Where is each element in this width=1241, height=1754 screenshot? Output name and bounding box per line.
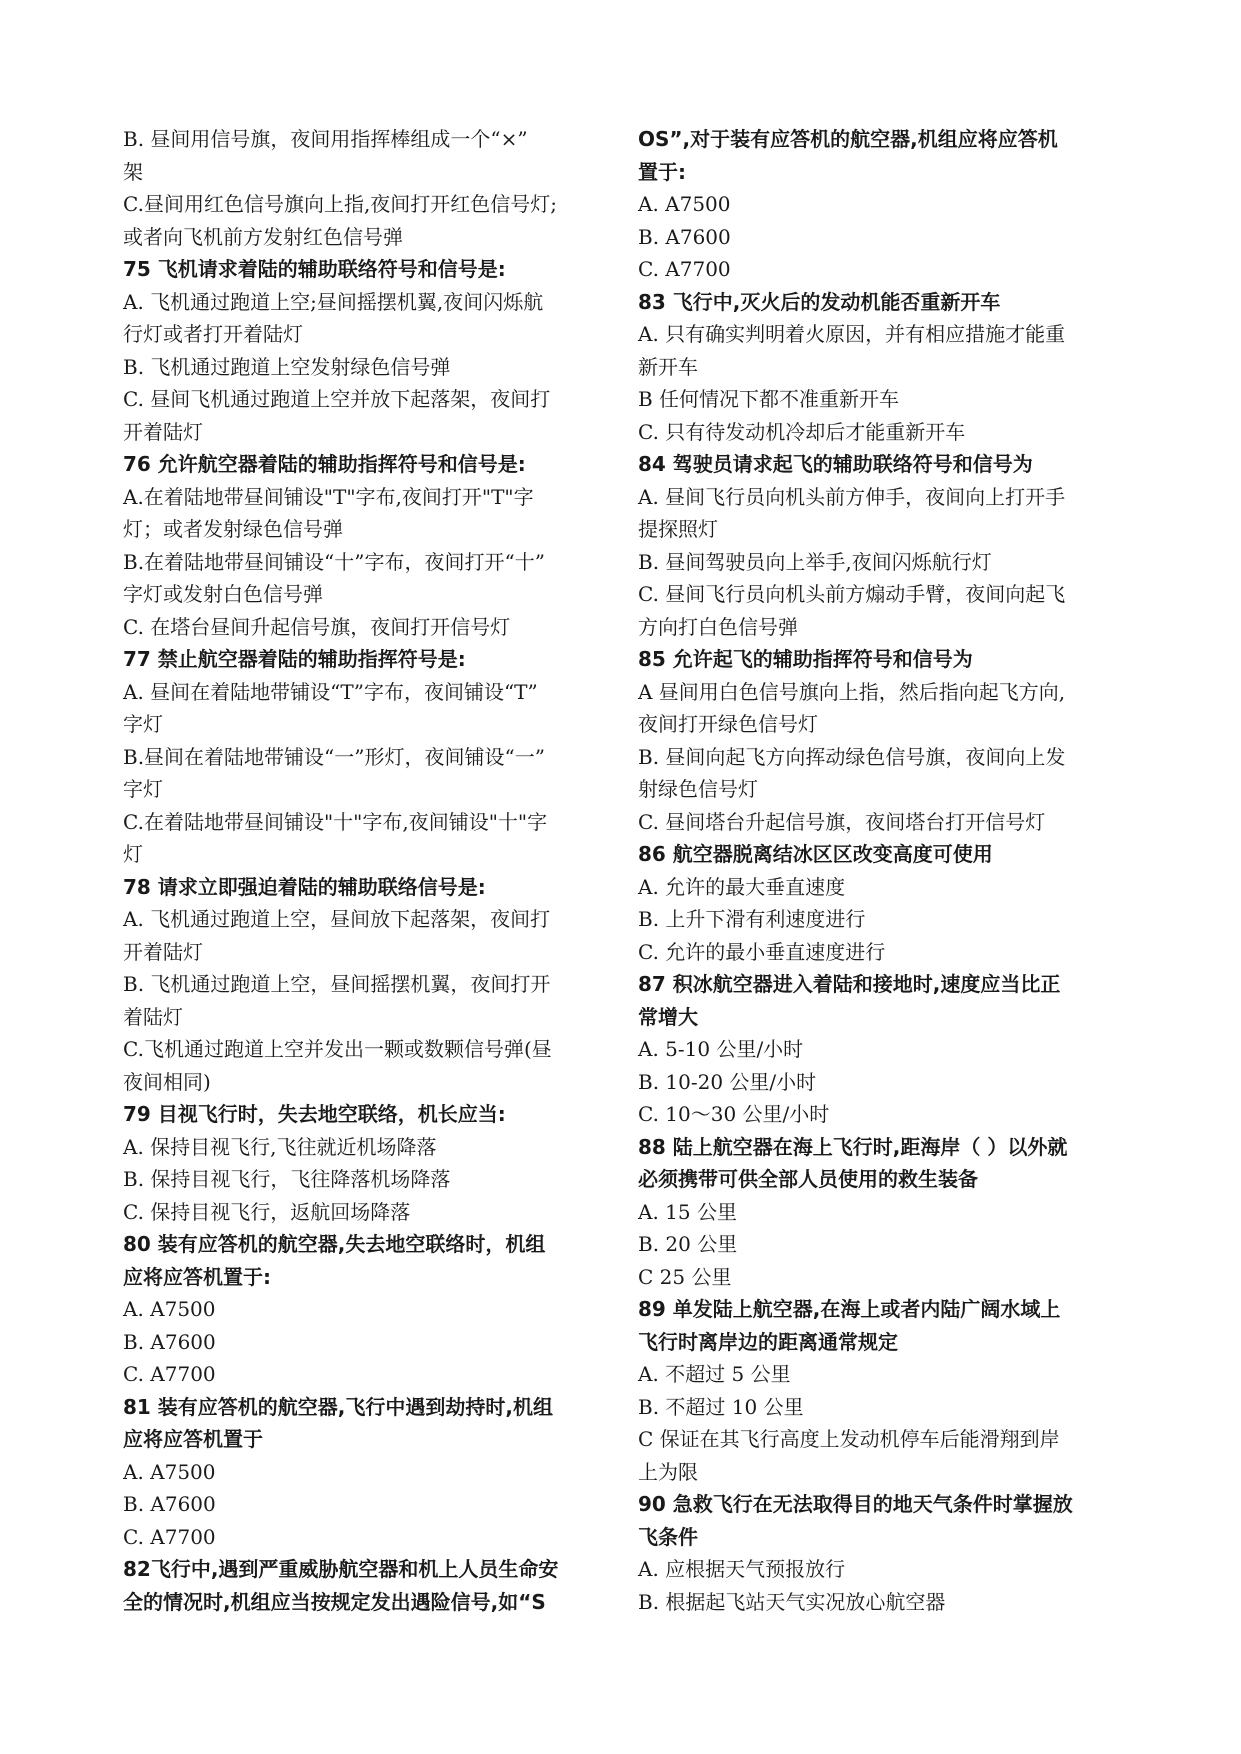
question-line: 全的情况时,机组应当按规定发出遇险信号,如“S	[123, 1589, 546, 1614]
answer-line: 字灯	[123, 712, 163, 736]
answer-line: A. 昼间飞行员向机头前方伸手，夜间向上打开手	[638, 484, 1066, 509]
question-line: 应将应答机置于:	[123, 1264, 271, 1289]
answer-line: 方向打白色信号弹	[638, 614, 798, 639]
answer-line: 字灯或发射白色信号弹	[123, 582, 323, 606]
answer-line: B. 昼间用信号旗，夜间用指挥棒组成一个“×”	[123, 127, 528, 151]
answer-line: C. A7700	[123, 1524, 216, 1549]
question-line: 75 飞机请求着陆的辅助联络符号和信号是:	[123, 257, 506, 281]
question-line: 84 驾驶员请求起飞的辅助联络符号和信号为	[638, 452, 1033, 476]
answer-line: C. 在塔台昼间升起信号旗，夜间打开信号灯	[123, 614, 511, 639]
question-line: 88 陆上航空器在海上飞行时,距海岸（ ）以外就	[638, 1134, 1068, 1159]
question-line: 76 允许航空器着陆的辅助指挥符号和信号是:	[123, 452, 526, 476]
answer-line: A. A7500	[638, 192, 731, 216]
answer-line: B. 保持目视飞行，飞往降落机场降落	[123, 1167, 451, 1191]
answer-line: 着陆灯	[123, 1004, 183, 1029]
question-line: 81 装有应答机的航空器,飞行中遇到劫持时,机组	[123, 1394, 553, 1419]
answer-line: B. A7600	[123, 1329, 216, 1354]
answer-line: B.昼间在着陆地带铺设“一”形灯，夜间铺设“一”	[123, 744, 545, 769]
answer-line: 上为限	[638, 1459, 698, 1484]
answer-line: C 保证在其飞行高度上发动机停车后能滑翔到岸	[638, 1427, 1060, 1451]
answer-line: A. 飞机通过跑道上空，昼间放下起落架，夜间打	[123, 907, 551, 931]
question-line: 飞条件	[638, 1524, 698, 1549]
answer-line: B. 根据起飞站天气实况放心航空器	[638, 1589, 946, 1614]
answer-line: 架	[123, 159, 143, 184]
answer-line: B. A7600	[638, 224, 731, 249]
answer-line: B 任何情况下都不准重新开车	[638, 387, 900, 411]
left-column	[123, 123, 603, 1618]
answer-line: A. 5-10 公里/小时	[638, 1037, 804, 1061]
question-line: 82飞行中,遇到严重威胁航空器和机上人员生命安	[123, 1557, 559, 1581]
question-line: 78 请求立即强迫着陆的辅助联络信号是:	[123, 874, 486, 899]
question-line: 87 积冰航空器进入着陆和接地时,速度应当比正	[638, 972, 1061, 996]
answer-line: A. 保持目视飞行,飞往就近机场降落	[123, 1134, 437, 1159]
answer-line: C.昼间用红色信号旗向上指,夜间打开红色信号灯;	[123, 192, 558, 216]
answer-line: B. A7600	[123, 1492, 216, 1516]
question-line: 飞行时离岸边的距离通常规定	[638, 1329, 898, 1354]
question-line: 83 飞行中,灭火后的发动机能否重新开车	[638, 289, 1001, 314]
answer-line: B. 飞机通过跑道上空发射绿色信号弹	[123, 354, 451, 379]
question-line: 80 装有应答机的航空器,失去地空联络时，机组	[123, 1232, 546, 1256]
answer-line: B. 昼间向起飞方向挥动绿色信号旗，夜间向上发	[638, 744, 1066, 769]
answer-line: B. 10-20 公里/小时	[638, 1069, 817, 1094]
answer-line: C. 昼间飞机通过跑道上空并放下起落架，夜间打	[123, 387, 551, 411]
question-line: 85 允许起飞的辅助指挥符号和信号为	[638, 647, 973, 671]
question-line: 79 目视飞行时，失去地空联络，机长应当:	[123, 1102, 506, 1126]
answer-line: B.在着陆地带昼间铺设“十”字布，夜间打开“十”	[123, 549, 545, 574]
answer-line: 或者向飞机前方发射红色信号弹	[123, 224, 403, 249]
answer-line: A. 昼间在着陆地带铺设“T”字布，夜间铺设“T”	[123, 679, 538, 704]
right-column	[638, 123, 1128, 1618]
answer-line: B. 上升下滑有利速度进行	[638, 907, 866, 931]
answer-line: A. 不超过 5 公里	[638, 1362, 791, 1386]
answer-line: 字灯	[123, 777, 163, 801]
answer-line: 新开车	[638, 354, 698, 379]
answer-line: C. A7700	[123, 1362, 216, 1386]
answer-line: C.在着陆地带昼间铺设"十"字布,夜间铺设"十"字	[123, 809, 548, 834]
answer-line: 行灯或者打开着陆灯	[123, 322, 303, 346]
answer-line: A. 15 公里	[638, 1199, 737, 1224]
answer-line: C. 10～30 公里/小时	[638, 1102, 830, 1126]
answer-line: C. A7700	[638, 257, 731, 281]
answer-line: A. A7500	[123, 1459, 216, 1484]
answer-line: A 昼间用白色信号旗向上指，然后指向起飞方向,	[638, 679, 1066, 704]
answer-line: C. 昼间飞行员向机头前方煽动手臂，夜间向起飞	[638, 582, 1066, 606]
answer-line: C. 允许的最小垂直速度进行	[638, 939, 886, 964]
question-line: 86 航空器脱离结冰区区改变高度可使用	[638, 842, 993, 866]
answer-line: 开着陆灯	[123, 939, 203, 964]
answer-line: B. 飞机通过跑道上空，昼间摇摆机翼，夜间打开	[123, 972, 551, 996]
answer-line: 夜间相同)	[123, 1069, 211, 1094]
question-line: 常增大	[638, 1004, 698, 1029]
answer-line: C. 只有待发动机冷却后才能重新开车	[638, 419, 966, 444]
answer-line: 夜间打开绿色信号灯	[638, 712, 818, 736]
question-line: 必须携带可供全部人员使用的救生装备	[638, 1167, 978, 1191]
answer-line: 灯；或者发射绿色信号弹	[123, 517, 343, 541]
answer-line: C 25 公里	[638, 1264, 732, 1289]
answer-line: A. 只有确实判明着火原因，并有相应措施才能重	[638, 322, 1066, 346]
answer-line: 开着陆灯	[123, 419, 203, 444]
answer-line: 射绿色信号灯	[638, 777, 758, 801]
answer-line: A. 飞机通过跑道上空;昼间摇摆机翼,夜间闪烁航	[123, 289, 544, 314]
question-line: 89 单发陆上航空器,在海上或者内陆广阔水域上	[638, 1297, 1061, 1321]
answer-line: B. 昼间驾驶员向上举手,夜间闪烁航行灯	[638, 549, 992, 574]
question-line: 77 禁止航空器着陆的辅助指挥符号是:	[123, 647, 466, 671]
question-line: 90 急救飞行在无法取得目的地天气条件时掌握放	[638, 1492, 1073, 1516]
answer-line: C.飞机通过跑道上空并发出一颗或数颗信号弹(昼	[123, 1037, 552, 1061]
answer-line: B. 不超过 10 公里	[638, 1394, 804, 1419]
question-line: OS”,对于装有应答机的航空器,机组应将应答机	[638, 127, 1058, 151]
question-line: 应将应答机置于	[123, 1427, 263, 1451]
answer-line: A.在着陆地带昼间铺设"T"字布,夜间打开"T"字	[123, 484, 534, 509]
answer-line: A. A7500	[123, 1297, 216, 1321]
answer-line: B. 20 公里	[638, 1232, 738, 1256]
answer-line: C. 昼间塔台升起信号旗，夜间塔台打开信号灯	[638, 809, 1046, 834]
answer-line: C. 保持目视飞行，返航回场降落	[123, 1199, 411, 1224]
question-line: 置于:	[638, 159, 686, 184]
answer-line: 提探照灯	[638, 517, 718, 541]
answer-line: A. 应根据天气预报放行	[638, 1557, 846, 1581]
answer-line: 灯	[123, 842, 143, 866]
answer-line: A. 允许的最大垂直速度	[638, 874, 846, 899]
